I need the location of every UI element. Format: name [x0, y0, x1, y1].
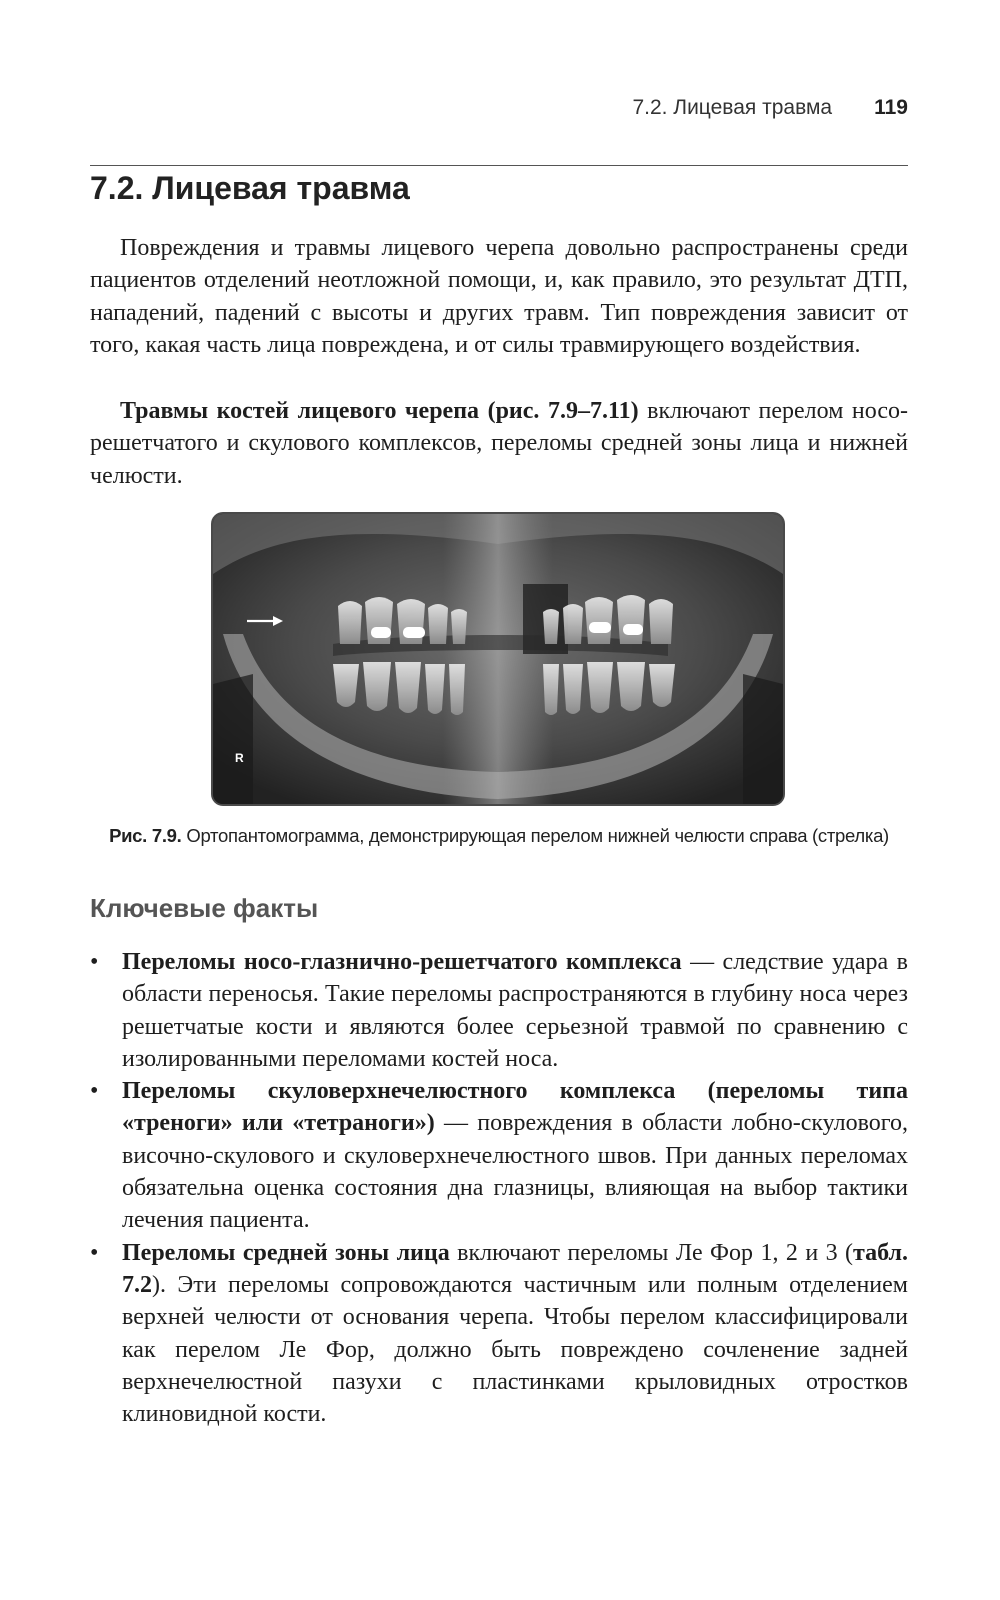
bones-lead: Травмы костей лицевого черепа (рис. 7.9–7.11): [120, 398, 639, 424]
side-marker: R: [235, 751, 244, 765]
bones-paragraph: [90, 395, 908, 492]
bones-text: включают перелом носо-решетчатого и скулового комплексов, переломы средней зоны лица и нижней челюсти.: [90, 398, 909, 489]
figure-caption: [90, 825, 908, 847]
list-item: [90, 946, 908, 1075]
list-item: [90, 1237, 908, 1431]
fact-lead: Переломы средней зоны лица: [122, 1239, 450, 1266]
intro-text: Повреждения и травмы лицевого черепа довольно распространены среди пациентов отделений неотложной помощи, и, как правило, это результат ДТП, нападений, падений с высоты и других травм. Тип повреждения зависит от того, какая часть лица повреждена, и от силы травмирующего воздействия.: [90, 235, 908, 358]
running-title: 7.2. Лицевая травма: [632, 96, 833, 119]
caption-label: Рис. 7.9.: [109, 825, 182, 846]
fact-lead: Переломы носо-глазнично-решетчатого комплекса: [122, 949, 682, 975]
fact-text: включают переломы Ле Фор 1, 2 и 3 (: [449, 1239, 854, 1266]
table-reference: табл. 7.2: [122, 1239, 908, 1298]
fact-tail: ). Эти переломы сопровождаются частичным или полным отделением верхней челюсти от основания черепа. Чтобы перелом классифицировали как перелом Ле Фор, должно быть повреждено сочленение задней верхнечелюстной пазухи с пластинками крыловидных отростков клиновидной кости.: [122, 1271, 908, 1428]
bullet: •: [90, 1078, 99, 1105]
bullet: •: [90, 1239, 99, 1266]
key-facts-heading: Ключевые факты: [90, 893, 319, 923]
bullet: •: [90, 949, 99, 975]
key-facts-list: [90, 946, 908, 1430]
orthopantomogram-image: [211, 512, 785, 806]
section-title: 7.2. Лицевая травма: [90, 170, 410, 206]
header-rule: [90, 165, 908, 166]
running-head: [90, 96, 908, 136]
caption-text: Ортопантомограмма, демонстрирующая перелом нижней челюсти справа (стрелка): [181, 825, 889, 846]
list-item: [90, 1075, 908, 1236]
fact-text: — повреждения в области лобно-скулового, височно-скулового и скуловерхнечелюстного швов. При данных переломах обязательна оценка состояния дна глазницы, влияющая на выбор тактики лечения пациента.: [122, 1110, 908, 1234]
fact-text: — следствие удара в области переносья. Такие переломы распространяются в глубину носа через решетчатые кости и являются более серьезной травмой по сравнению с изолированными переломами костей носа.: [122, 949, 908, 1072]
fact-lead: Переломы скуловерхнечелюстного комплекса (переломы типа «треноги» или «тетраноги»): [122, 1078, 908, 1137]
intro-paragraph: [90, 232, 908, 361]
page-number: 119: [874, 96, 908, 119]
